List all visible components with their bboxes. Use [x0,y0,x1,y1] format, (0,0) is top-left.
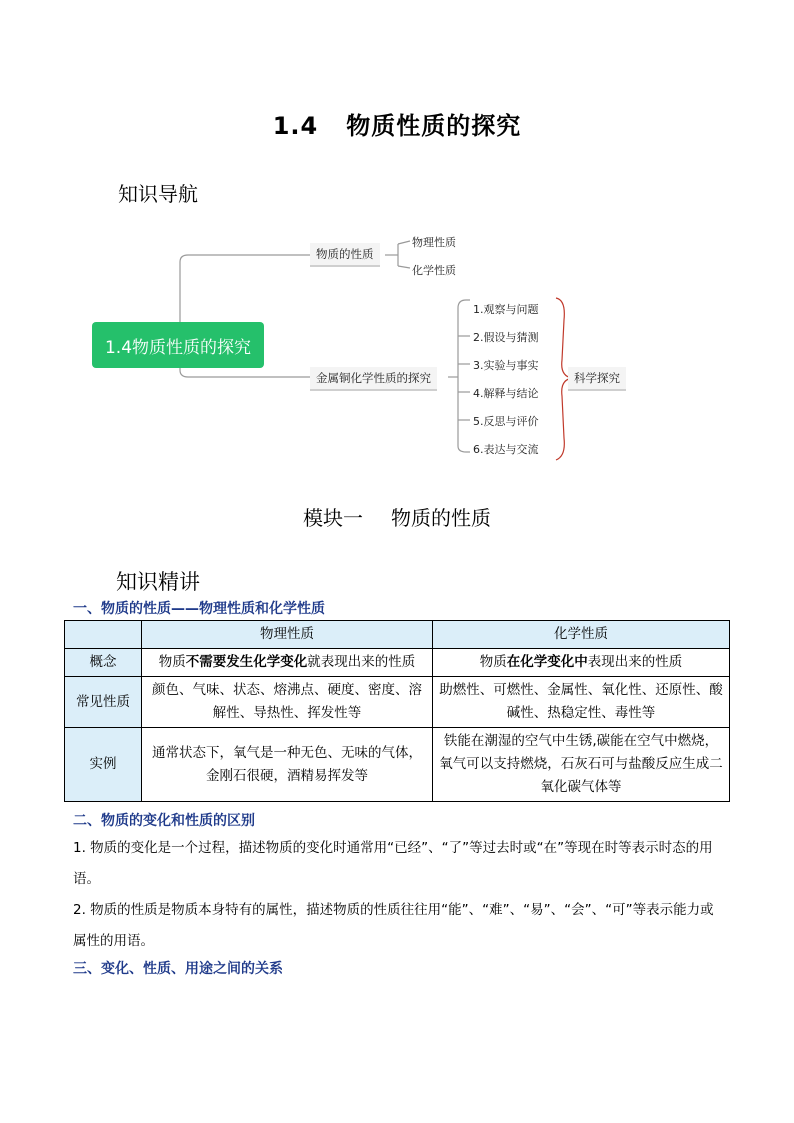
title-text: 物质性质的探究 [346,112,522,140]
table-header-cell: 化学性质 [433,621,730,649]
cell-text: 物质 [158,654,186,670]
mindmap-leaf-chemical: 化学性质 [412,264,456,277]
section-heading-1: 一、物质的性质——物理性质和化学性质 [73,601,325,617]
cell-text: 物质 [479,654,507,670]
row-label: 实例 [65,728,142,802]
mindmap-branch-copper: 金属铜化学性质的探究 [310,367,437,391]
table-row [65,677,730,728]
row-label: 概念 [65,649,142,677]
paragraph-2: 2. 物质的性质是物质本身特有的属性，描述物质的性质往往用“能”、“难”、“易”、“会”、“可”等表示能力或属性的用语。 [73,902,714,949]
section-heading-2: 二、物质的变化和性质的区别 [73,813,255,829]
table-header-cell: 物理性质 [142,621,433,649]
table-header-cell [65,621,142,649]
table-header-row [65,621,730,649]
table-cell [142,649,433,677]
mindmap-leaf-physical: 物理性质 [412,236,456,249]
module-heading [0,502,794,531]
mindmap-step: 3.实验与事实 [473,359,539,372]
cell-text: 表现出来的性质 [587,654,683,670]
table-cell [433,649,730,677]
section-heading-3: 三、变化、性质、用途之间的关系 [73,961,283,977]
table-cell: 助燃性、可燃性、金属性、氧化性、还原性、酸碱性、热稳定性、毒性等 [433,677,730,728]
mindmap-step: 6.表达与交流 [473,443,539,456]
properties-table [64,620,730,802]
cell-bold-text: 在化学变化中 [506,654,588,670]
module-prefix: 模块一 [303,506,363,530]
table-row [65,649,730,677]
mindmap-summary: 科学探究 [568,367,626,391]
mindmap-step: 5.反思与评价 [473,415,539,428]
mindmap-lines [0,0,794,500]
table-row [65,728,730,802]
mindmap-branch-properties: 物质的性质 [310,243,380,267]
knowledge-heading: 知识精讲 [116,570,200,594]
table-cell: 铁能在潮湿的空气中生锈,碳能在空气中燃烧，氧气可以支持燃烧，石灰石可与盐酸反应生成二氧化碳气体等 [433,728,730,802]
cell-bold-text: 不需要发生化学变化 [185,654,308,670]
mindmap-step: 2.假设与猜测 [473,331,539,344]
cell-text: 就表现出来的性质 [307,654,416,670]
table-cell: 颜色、气味、状态、熔沸点、硬度、密度、溶解性、导热性、挥发性等 [142,677,433,728]
module-name: 物质的性质 [391,506,491,530]
paragraph-1: 1. 物质的变化是一个过程，描述物质的变化时通常用“已经”、“了”等过去时或“在”等现在时等表示时态的用语。 [73,840,713,887]
row-label: 常见性质 [65,677,142,728]
mindmap-root: 1.4物质性质的探究 [92,322,264,368]
mindmap-step: 4.解释与结论 [473,387,539,400]
nav-heading: 知识导航 [118,182,198,206]
table-cell: 通常状态下，氧气是一种无色、无味的气体，金刚石很硬，酒精易挥发等 [142,728,433,802]
title-number: 1.4 [272,112,319,140]
mindmap-step: 1.观察与问题 [473,303,539,316]
